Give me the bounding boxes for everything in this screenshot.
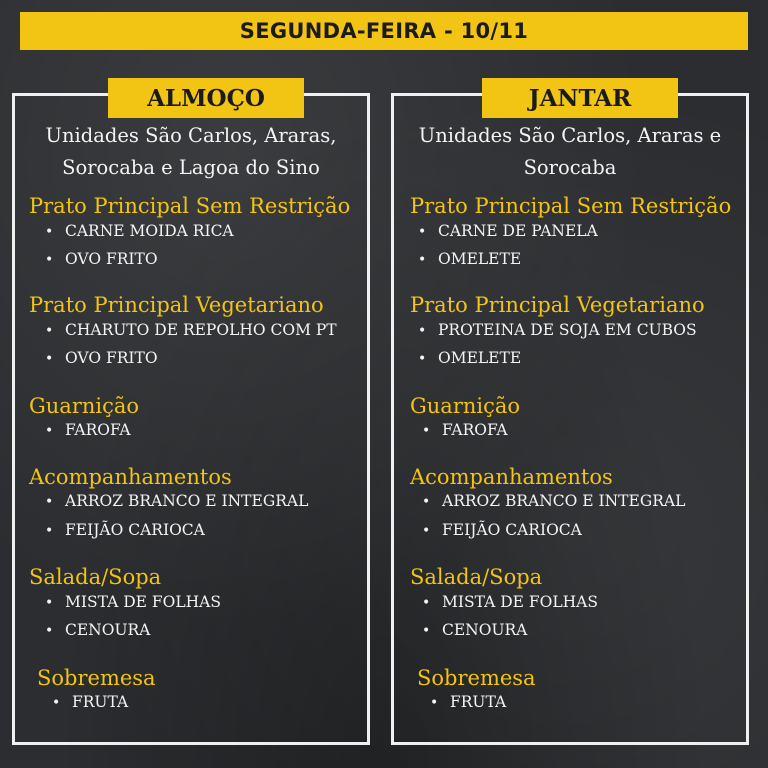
dinner-section-title-sides: Acompanhamentos bbox=[410, 465, 613, 489]
bullet-icon: • bbox=[52, 695, 61, 711]
dinner-item-label: FEIJÃO CARIOCA bbox=[442, 521, 582, 539]
bullet-icon: • bbox=[45, 623, 54, 639]
date-banner: SEGUNDA-FEIRA - 10/11 bbox=[20, 12, 748, 50]
bullet-icon: • bbox=[422, 523, 431, 539]
lunch-panel bbox=[12, 84, 370, 745]
lunch-item-label: CHARUTO DE REPOLHO COM PT bbox=[65, 321, 337, 339]
dinner-item-label: ARROZ BRANCO E INTEGRAL bbox=[442, 492, 686, 510]
dinner-units-line2: Sorocaba bbox=[523, 156, 617, 179]
bullet-icon: • bbox=[422, 423, 431, 439]
lunch-item bbox=[45, 492, 308, 510]
lunch-item bbox=[45, 250, 158, 268]
dinner-item bbox=[422, 593, 598, 611]
dinner-item-label: PROTEINA DE SOJA EM CUBOS bbox=[438, 321, 697, 339]
bullet-icon: • bbox=[422, 623, 431, 639]
dinner-section-title-veg: Prato Principal Vegetariano bbox=[410, 293, 705, 317]
lunch-item bbox=[45, 349, 158, 367]
lunch-item bbox=[45, 321, 337, 339]
lunch-item bbox=[45, 421, 131, 439]
lunch-item-label: CARNE MOIDA RICA bbox=[65, 222, 234, 240]
dinner-section-title-garnish: Guarnição bbox=[410, 394, 521, 418]
dinner-item bbox=[418, 222, 598, 240]
lunch-item bbox=[45, 521, 205, 539]
dinner-item bbox=[422, 621, 527, 639]
lunch-item-label: CENOURA bbox=[65, 621, 151, 639]
bullet-icon: • bbox=[45, 523, 54, 539]
dinner-panel bbox=[391, 84, 749, 745]
bullet-icon: • bbox=[418, 252, 427, 268]
lunch-item-label: FRUTA bbox=[72, 693, 129, 711]
dinner-section-title-main: Prato Principal Sem Restrição bbox=[410, 194, 732, 218]
bullet-icon: • bbox=[45, 494, 54, 510]
lunch-units-line2: Sorocaba e Lagoa do Sino bbox=[62, 156, 320, 179]
lunch-units bbox=[15, 120, 367, 184]
dinner-tab: JANTAR bbox=[482, 78, 678, 118]
lunch-section-title-main: Prato Principal Sem Restrição bbox=[29, 194, 351, 218]
dinner-item-label: FAROFA bbox=[442, 421, 508, 439]
bullet-icon: • bbox=[418, 351, 427, 367]
dinner-item bbox=[418, 250, 521, 268]
lunch-item-label: ARROZ BRANCO E INTEGRAL bbox=[65, 492, 309, 510]
lunch-section-title-veg: Prato Principal Vegetariano bbox=[29, 293, 324, 317]
lunch-item-label: OVO FRITO bbox=[65, 349, 158, 367]
bullet-icon: • bbox=[45, 351, 54, 367]
lunch-tab: ALMOÇO bbox=[108, 78, 304, 118]
dinner-item bbox=[418, 321, 697, 339]
dinner-section-title-salad: Salada/Sopa bbox=[410, 565, 543, 589]
lunch-item-label: FAROFA bbox=[65, 421, 131, 439]
dinner-item-label: OMELETE bbox=[438, 349, 522, 367]
bullet-icon: • bbox=[430, 695, 439, 711]
bullet-icon: • bbox=[45, 323, 54, 339]
bullet-icon: • bbox=[45, 224, 54, 240]
dinner-item bbox=[418, 349, 521, 367]
dinner-item bbox=[422, 492, 685, 510]
lunch-section-title-sides: Acompanhamentos bbox=[29, 465, 232, 489]
dinner-units-line1: Unidades São Carlos, Araras e bbox=[418, 124, 722, 147]
dinner-item-label: FRUTA bbox=[450, 693, 507, 711]
lunch-section-title-garnish: Guarnição bbox=[29, 394, 140, 418]
lunch-section-title-dessert: Sobremesa bbox=[37, 666, 156, 690]
lunch-item bbox=[45, 621, 150, 639]
dinner-item-label: CARNE DE PANELA bbox=[438, 222, 598, 240]
dinner-item bbox=[422, 521, 582, 539]
bullet-icon: • bbox=[422, 494, 431, 510]
dinner-item-label: CENOURA bbox=[442, 621, 528, 639]
bullet-icon: • bbox=[418, 224, 427, 240]
dinner-units bbox=[394, 120, 746, 184]
dinner-item-label: MISTA DE FOLHAS bbox=[442, 593, 598, 611]
lunch-item-label: MISTA DE FOLHAS bbox=[65, 593, 221, 611]
dinner-item bbox=[430, 693, 506, 711]
lunch-item-label: FEIJÃO CARIOCA bbox=[65, 521, 205, 539]
bullet-icon: • bbox=[45, 595, 54, 611]
lunch-item bbox=[45, 593, 221, 611]
lunch-item bbox=[45, 222, 234, 240]
lunch-item-label: OVO FRITO bbox=[65, 250, 158, 268]
dinner-item bbox=[422, 421, 508, 439]
lunch-section-title-salad: Salada/Sopa bbox=[29, 565, 162, 589]
bullet-icon: • bbox=[45, 423, 54, 439]
dinner-item-label: OMELETE bbox=[438, 250, 522, 268]
lunch-units-line1: Unidades São Carlos, Araras, bbox=[45, 124, 337, 147]
dinner-section-title-dessert: Sobremesa bbox=[417, 666, 536, 690]
lunch-item bbox=[52, 693, 128, 711]
bullet-icon: • bbox=[45, 252, 54, 268]
bullet-icon: • bbox=[422, 595, 431, 611]
bullet-icon: • bbox=[418, 323, 427, 339]
